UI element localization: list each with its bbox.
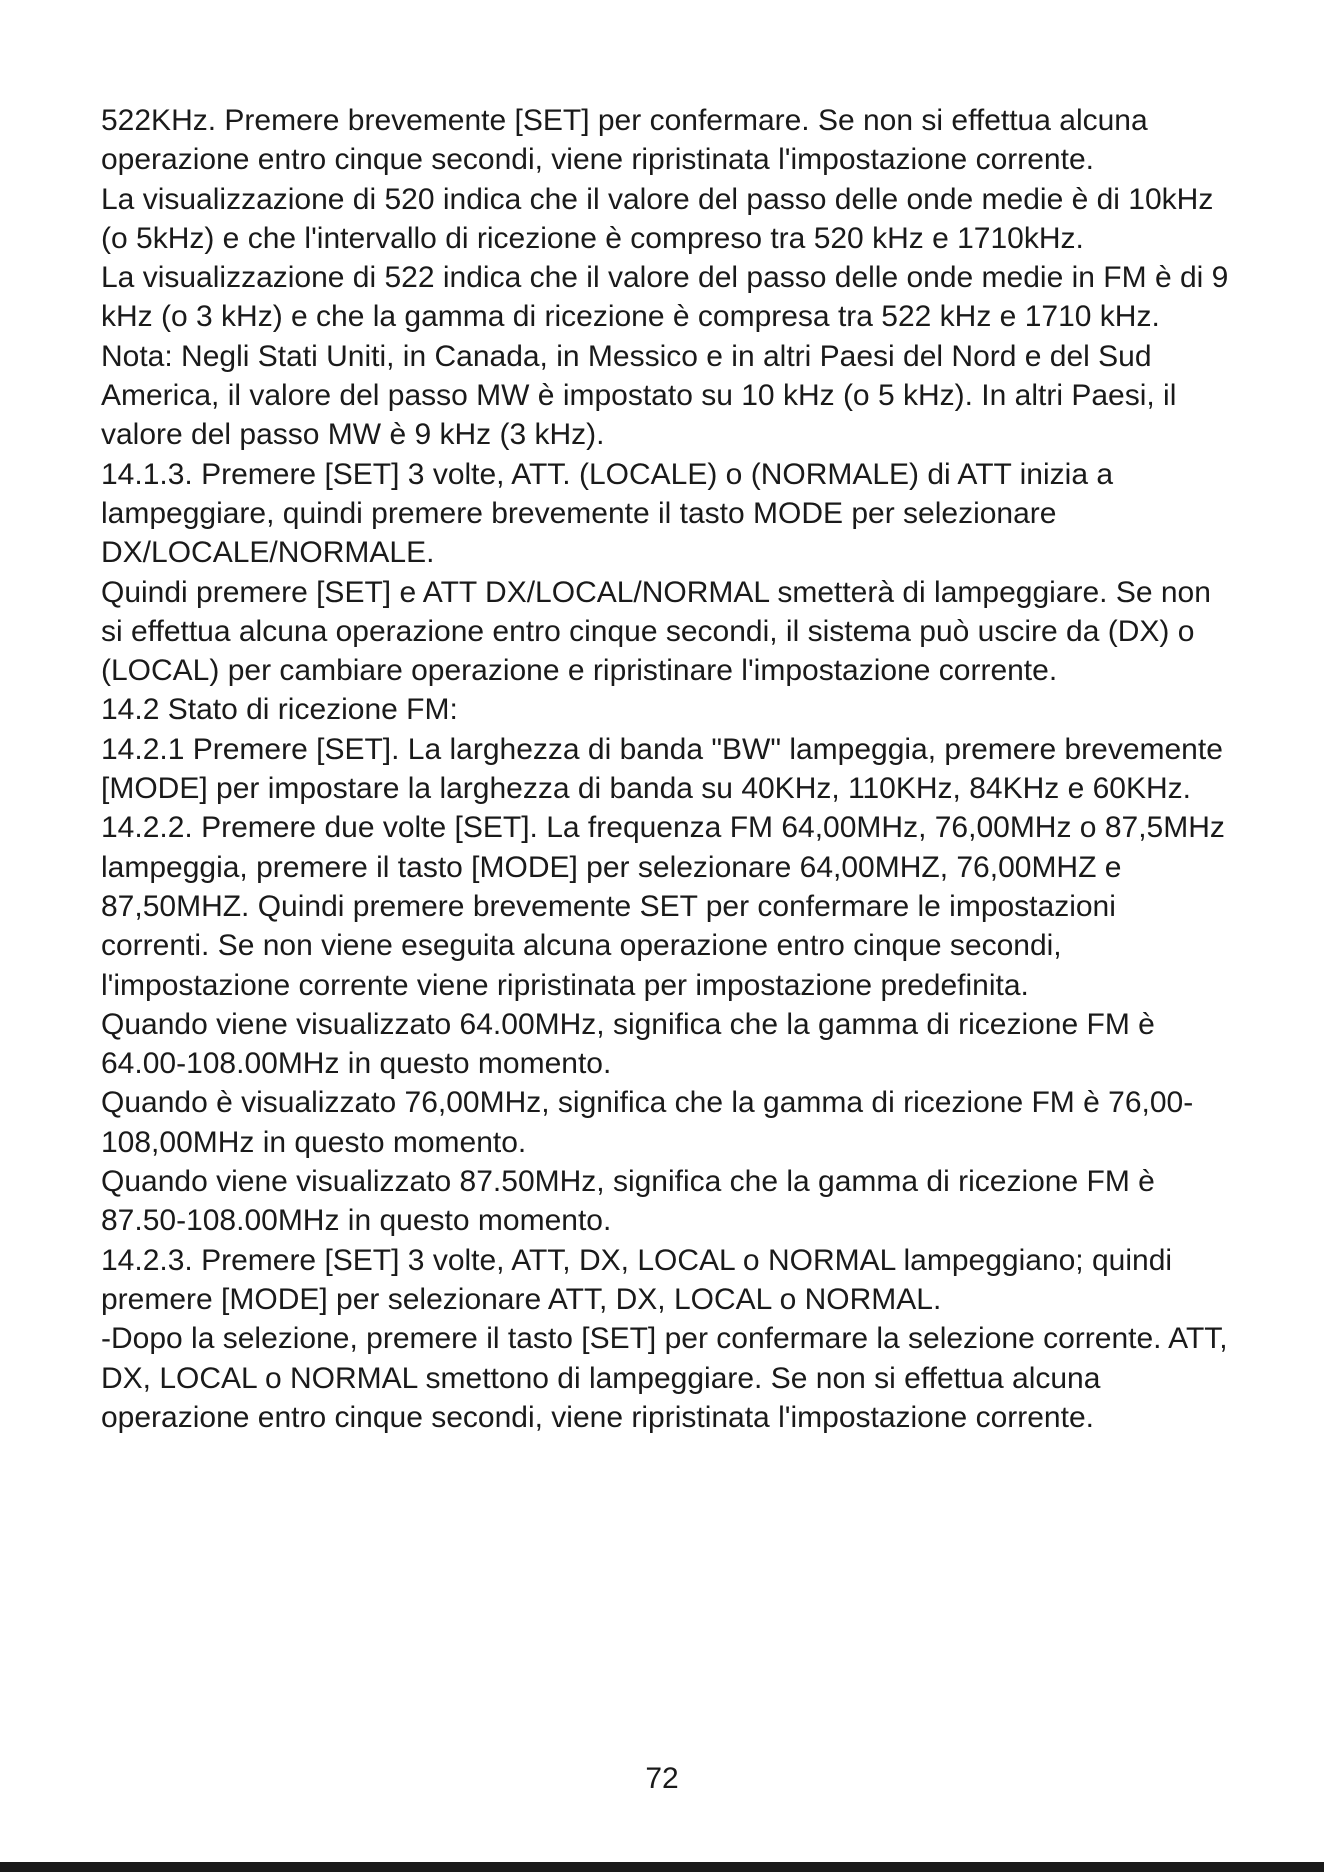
paragraph-14-2-1: 14.2.1 Premere [SET]. La larghezza di banda "BW" lampeggia, premere brevemente [MODE] per impostare la larghezza di banda su 40KHz, 110KHz, 84KHz e 60KHz. bbox=[101, 732, 1223, 806]
page-number: 72 bbox=[645, 1762, 679, 1795]
paragraph-14-2-2: 14.2.2. Premere due volte [SET]. La frequenza FM 64,00MHz, 76,00MHz o 87,5MHz lampeggia, premere il tasto [MODE] per selezionare 64,00MHZ, 76,00MHZ e 87,50MHZ. Quindi premere brevemente SET per confermare le impostazioni correnti. Se non viene eseguita alcuna operazione entro cinque secondi, l'impostazione corrente viene ripristinata per impostazione predefinita. bbox=[101, 811, 1225, 1002]
paragraph-mw-522-confirm: 522KHz. Premere brevemente [SET] per confermare. Se non si effettua alcuna operazione entro cinque secondi, viene ripristinata l'impostazione corrente. bbox=[101, 104, 1148, 177]
paragraph-after-selection: -Dopo la selezione, premere il tasto [SET] per confermare la selezione corrente. ATT, DX, LOCAL o NORMAL smettono di lampeggiare. Se non si effettua alcuna operazione entro cinque secondi, viene ripristinata l'impostazione corrente. bbox=[101, 1322, 1228, 1434]
paragraph-att-confirm: Quindi premere [SET] e ATT DX/LOCAL/NORMAL smetterà di lampeggiare. Se non si effettua alcuna operazione entro cinque secondi, il sistema può uscire da (DX) o (LOCAL) per cambiare operazione e ripristinare l'impostazione corrente. bbox=[101, 575, 1211, 688]
section-heading-14-2: 14.2 Stato di ricezione FM: bbox=[101, 693, 458, 727]
paragraph-note-mw-step: Nota: Negli Stati Uniti, in Canada, in Messico e in altri Paesi del Nord e del Sud America, il valore del passo MW è impostato su 10 kHz (o 5 kHz). In altri Paesi, il valore del passo MW è 9 kHz (3 kHz). bbox=[101, 339, 1177, 452]
paragraph-display-520: La visualizzazione di 520 indica che il valore del passo delle onde medie è di 10kHz (o 5kHz) e che l'intervallo di ricezione è compreso tra 520 kHz e 1710kHz. bbox=[101, 182, 1214, 255]
paragraph-display-522: La visualizzazione di 522 indica che il valore del passo delle onde medie in FM è di 9 kHz (o 3 kHz) e che la gamma di ricezione è compresa tra 522 kHz e 1710 kHz. bbox=[101, 261, 1229, 334]
bottom-border bbox=[0, 1862, 1324, 1872]
page-body bbox=[101, 101, 1231, 1437]
paragraph-fm-64: Quando viene visualizzato 64.00MHz, significa che la gamma di ricezione FM è 64.00-108.00MHz in questo momento. bbox=[101, 1007, 1155, 1081]
paragraph-14-2-3: 14.2.3. Premere [SET] 3 volte, ATT, DX, LOCAL o NORMAL lampeggiano; quindi premere [MODE] per selezionare ATT, DX, LOCAL o NORMAL. bbox=[101, 1243, 1173, 1316]
paragraph-14-1-3: 14.1.3. Premere [SET] 3 volte, ATT. (LOCALE) o (NORMALE) di ATT inizia a lampeggiare, quindi premere brevemente il tasto MODE per selezionare DX/LOCALE/NORMALE. bbox=[101, 457, 1114, 570]
paragraph-fm-76: Quando è visualizzato 76,00MHz, significa che la gamma di ricezione FM è 76,00-108,00MHz in questo momento. bbox=[101, 1086, 1194, 1159]
paragraph-fm-87: Quando viene visualizzato 87.50MHz, significa che la gamma di ricezione FM è 87.50-108.00MHz in questo momento. bbox=[101, 1165, 1155, 1238]
